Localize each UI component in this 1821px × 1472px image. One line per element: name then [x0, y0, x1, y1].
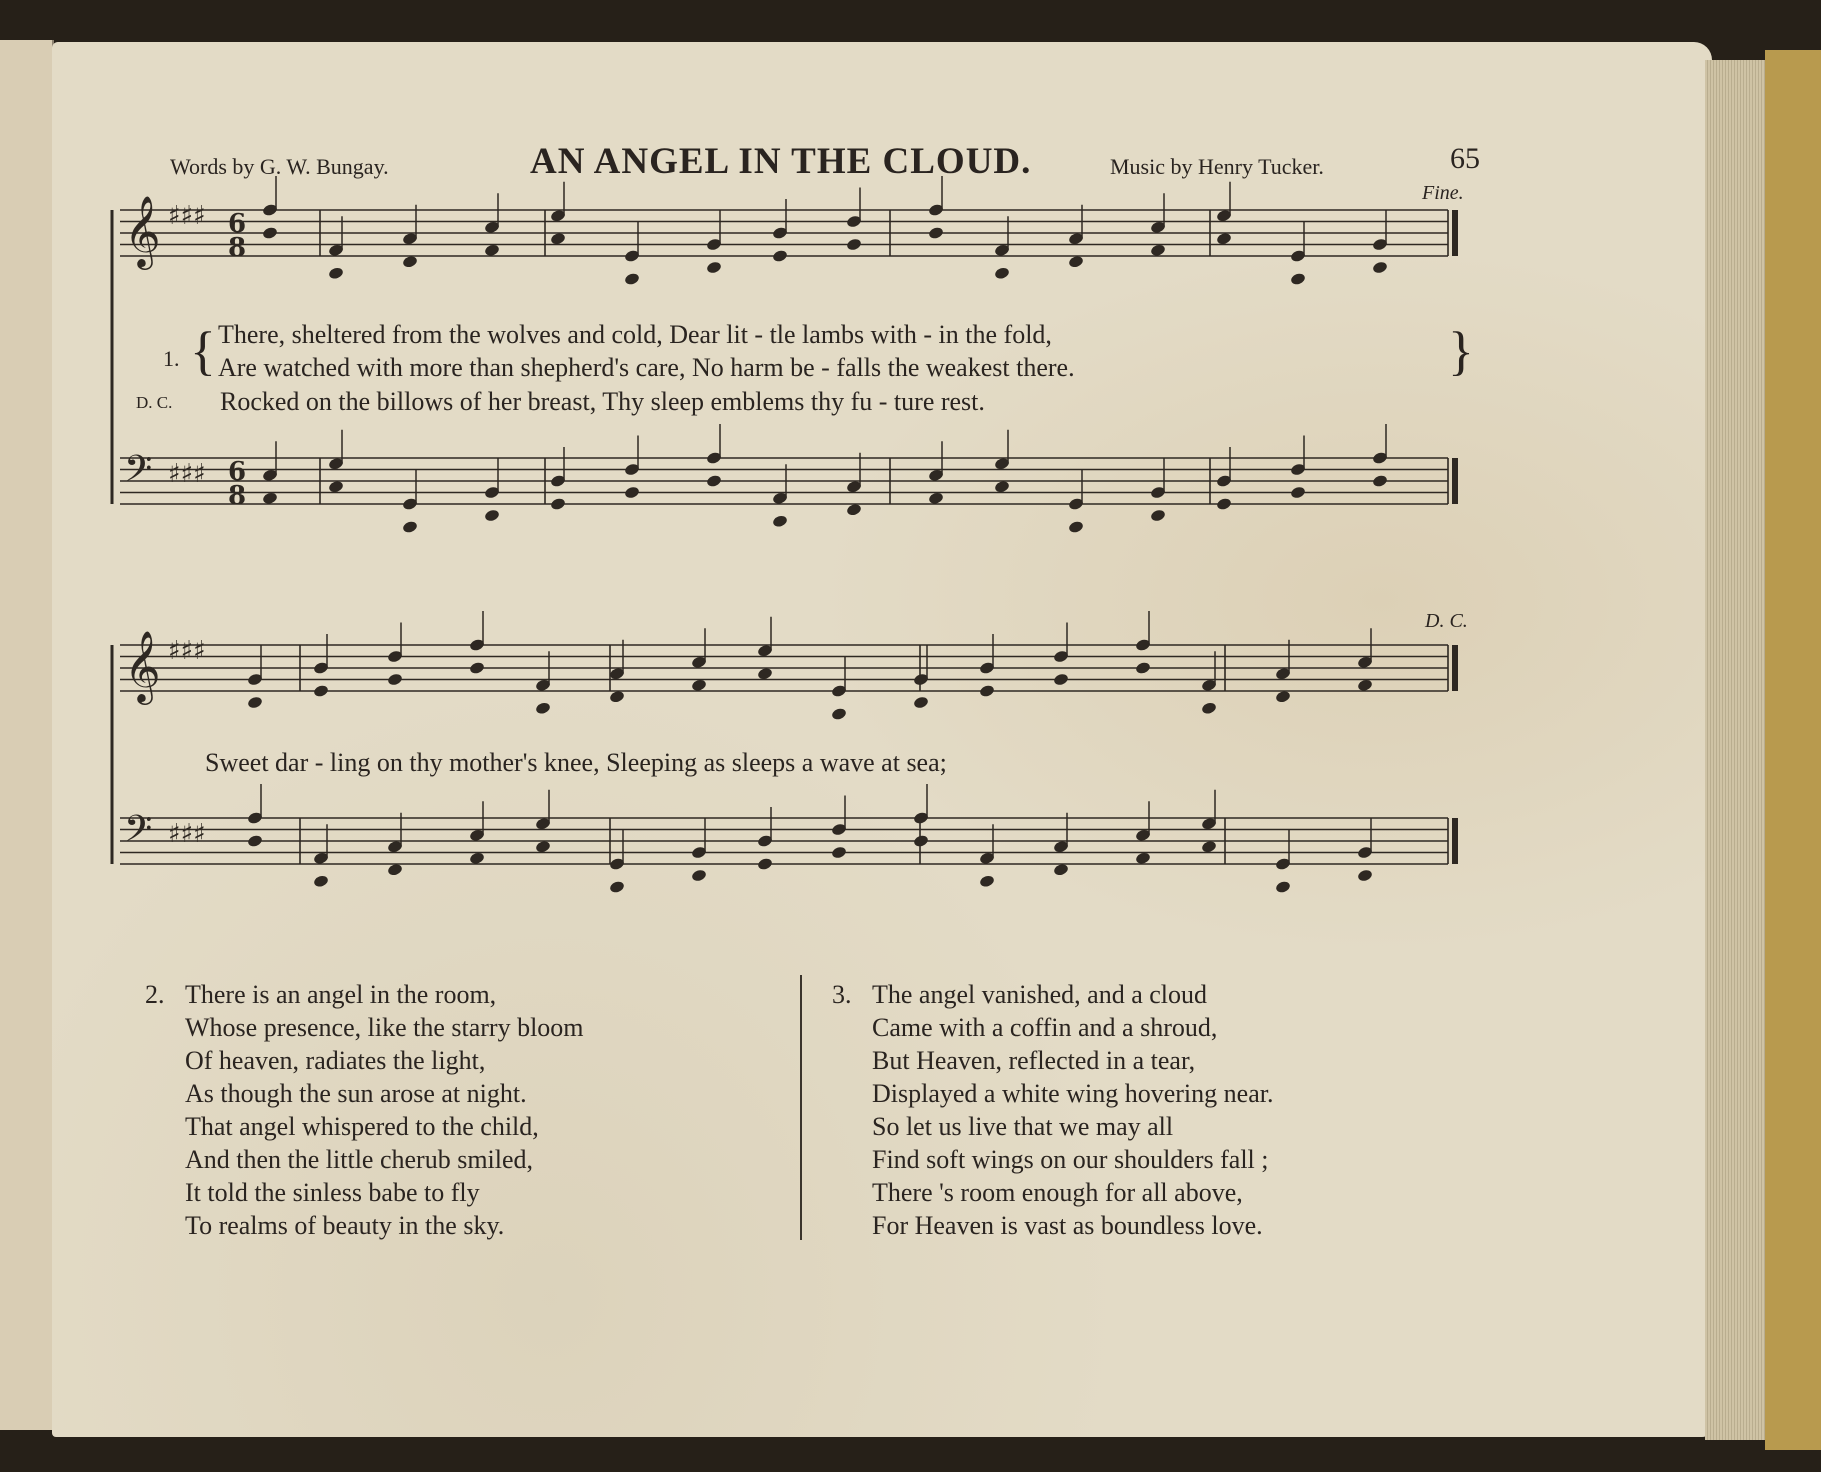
words-credit: Words by G. W. Bungay. — [170, 154, 389, 179]
verse-3-line: For Heaven is vast as boundless love. — [872, 1211, 1263, 1240]
notehead — [609, 880, 626, 894]
lyric-line-4: Sweet dar - ling on thy mother's knee, Sleeping as sleeps a wave at sea; — [205, 748, 947, 777]
notehead — [1150, 508, 1167, 522]
verse-3-line: Find soft wings on our shoulders fall ; — [872, 1145, 1269, 1174]
notehead — [913, 695, 930, 709]
notehead — [1357, 868, 1374, 882]
notehead — [831, 845, 848, 859]
verse-2-line: To realms of beauty in the sky. — [185, 1211, 505, 1240]
notehead — [624, 485, 641, 499]
fine-marking: Fine. — [1422, 182, 1464, 204]
final-bar — [1452, 210, 1458, 256]
verse-3-line: The angel vanished, and a cloud — [872, 980, 1207, 1009]
key-signature: ♯♯♯ — [168, 201, 206, 231]
notehead — [1372, 474, 1389, 488]
lyric-line-3: Rocked on the billows of her breast, Thy sleep emblems thy fu - ture rest. — [220, 387, 985, 416]
treble-clef: 𝄞 — [124, 194, 161, 267]
notehead — [402, 520, 419, 534]
left-brace: { — [190, 321, 216, 381]
notehead — [706, 260, 723, 274]
notehead — [328, 266, 345, 280]
time-signature-top: 6 — [228, 457, 247, 487]
notehead — [313, 874, 330, 888]
lyric-line-1: There, sheltered from the wolves and cold, Dear lit - tle lambs with - in the fold, — [218, 320, 1052, 349]
notehead — [979, 684, 996, 698]
verse-divider — [800, 975, 802, 1240]
notehead — [550, 497, 567, 511]
notehead — [979, 874, 996, 888]
bass-clef: 𝄢 — [124, 808, 153, 859]
final-bar — [1452, 645, 1458, 691]
notehead — [757, 857, 774, 871]
notehead — [313, 684, 330, 698]
verse-3-line: But Heaven, reflected in a tear, — [872, 1046, 1196, 1075]
verse-3-line: So let us live that we may all — [872, 1112, 1174, 1141]
bass-clef: 𝄢 — [124, 448, 153, 499]
lyric-line-2: Are watched with more than shepherd's care, No harm be - falls the weakest there. — [218, 353, 1075, 382]
notehead — [469, 661, 486, 675]
notehead — [691, 868, 708, 882]
verse-2-line: It told the sinless babe to fly — [185, 1178, 480, 1207]
notehead — [772, 249, 789, 263]
time-signature-bottom: 8 — [228, 233, 247, 263]
verse-2-line: There is an angel in the room, — [185, 980, 497, 1009]
notehead — [831, 707, 848, 721]
music-credit: Music by Henry Tucker. — [1110, 154, 1324, 179]
verse-3 — [832, 978, 1274, 1242]
verse-2 — [145, 978, 584, 1242]
hymn-title: AN ANGEL IN THE CLOUD. — [530, 141, 1032, 182]
notehead — [706, 474, 723, 488]
notehead — [1216, 497, 1233, 511]
final-bar — [1452, 458, 1458, 504]
right-brace: } — [1448, 321, 1474, 381]
notehead — [1068, 520, 1085, 534]
notehead — [928, 226, 945, 240]
verse-2-line: Of heaven, radiates the light, — [185, 1046, 486, 1075]
verse-2-line: Whose presence, like the starry bloom — [185, 1013, 584, 1042]
verse-3-line: Displayed a white wing hovering near. — [872, 1079, 1274, 1108]
verse-number: 1. — [163, 346, 180, 371]
notehead — [1201, 701, 1218, 715]
notehead — [1372, 260, 1389, 274]
time-signature-top: 6 — [228, 209, 247, 239]
treble-clef: 𝄞 — [124, 629, 161, 702]
notehead — [772, 514, 789, 528]
notehead — [387, 672, 404, 686]
notehead — [247, 695, 264, 709]
verse-2-number: 2. — [145, 980, 165, 1009]
dc-marking: D. C. — [1425, 610, 1468, 632]
key-signature: ♯♯♯ — [168, 459, 206, 489]
notehead — [1275, 880, 1292, 894]
verse-3-line: Came with a coffin and a shroud, — [872, 1013, 1218, 1042]
notehead — [1135, 661, 1152, 675]
key-signature: ♯♯♯ — [168, 636, 206, 666]
dc-label: D. C. — [136, 393, 173, 412]
verse-2-line: As though the sun arose at night. — [185, 1079, 527, 1108]
verse-2-line: And then the little cherub smiled, — [185, 1145, 534, 1174]
noteheads — [247, 176, 1389, 894]
notehead — [846, 237, 863, 251]
notehead — [535, 701, 552, 715]
notehead — [1290, 485, 1307, 499]
verse-3-number: 3. — [832, 980, 852, 1009]
notehead — [1290, 272, 1307, 286]
verse-2-line: That angel whispered to the child, — [185, 1112, 539, 1141]
notehead — [247, 834, 264, 848]
notehead — [913, 834, 930, 848]
notehead — [624, 272, 641, 286]
notehead — [484, 508, 501, 522]
notehead — [262, 226, 279, 240]
key-signature: ♯♯♯ — [168, 819, 206, 849]
notehead — [1053, 672, 1070, 686]
page-number: 65 — [1450, 142, 1480, 175]
notehead — [994, 266, 1011, 280]
verse-3-line: There 's room enough for all above, — [872, 1178, 1243, 1207]
final-bar — [1452, 818, 1458, 864]
time-signature-bottom: 8 — [228, 481, 247, 511]
